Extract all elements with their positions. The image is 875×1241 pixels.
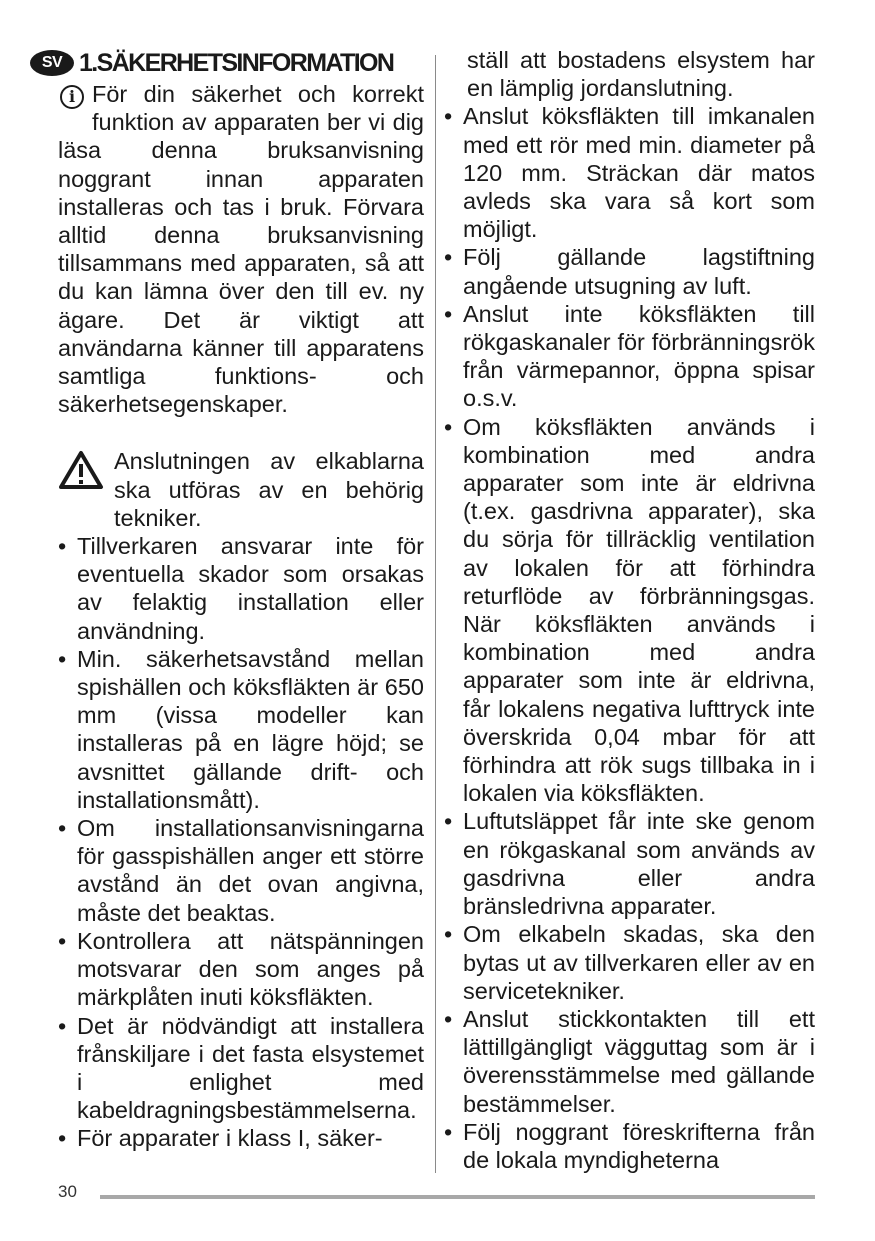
section-title: 1.SÄKERHETSINFORMATION [79,48,394,77]
list-item: • Anslut köksfläkten till imkanalen med ett rör med min. diameter på 120 mm. Sträckan där matos avleds ska vara så kort som möjligt. [444,102,815,243]
info-icon: i [60,85,84,109]
left-column [41,46,424,1153]
intro-paragraph [58,80,424,418]
list-item: • Min. säkerhetsavstånd mellan spishällen och köksfläkten är 650 mm (vissa modeller kan installeras på en lägre höjd; se avsnittet gällande drift- och installationsmått). [58,645,424,814]
footer-rule [100,1195,815,1199]
list-item: • Följ noggrant föreskrifterna från de lokala myndigheterna [444,1118,815,1174]
list-item-continuation: ställ att bostadens elsystem har en lämplig jordanslutning. [467,47,815,102]
list-item: • Det är nödvändigt att installera frånskiljare i det fasta elsystemet i enlighet med kabeldragningsbestämmelserna. [58,1012,424,1125]
list-item: • Luftutsläppet får inte ske genom en rökgaskanal som används av gasdrivna eller andra bränsledrivna apparater. [444,807,815,920]
column-divider [435,55,436,1173]
list-item: • För apparater i klass I, säker- [58,1124,424,1152]
list-item: • Om elkabeln skadas, ska den bytas ut av tillverkaren eller av en servicetekniker. [444,920,815,1005]
warning-icon [58,447,114,532]
list-item: • Följ gällande lagstiftning angående utsugning av luft. [444,243,815,299]
list-item: • Om köksfläkten används i kombination med andra apparater som inte är eldrivna (t.ex. gasdrivna apparater), ska du sörja för tillräcklig ventilation av lokalen för att förhindra returflöde av förbränningsgas. När köksfläkten används i kombination med andra apparater som inte är eldrivna, får lokalens negativa lufttryck inte överskrida 0,04 mbar för att förhindra att rök sugs tillbaka in i lokalen via köksfläkten. [444,413,815,808]
warning-block [58,447,424,532]
list-item: • Om installationsanvisningarna för gasspishällen anger ett större avstånd än det ovan angivna, måste det beaktas. [58,814,424,927]
list-item: • Tillverkaren ansvarar inte för eventuella skador som orsakas av felaktig installation eller användning. [58,532,424,645]
list-item: • Anslut stickkontakten till ett lättillgängligt vägguttag som är i överensstämmelse med gällande bestämmelser. [444,1005,815,1118]
page-number: 30 [58,1182,77,1201]
warning-text: Anslutningen av elkablarna ska utföras av en behörig tekniker. [114,448,424,531]
right-column [444,46,815,1174]
list-item: • Anslut inte köksfläkten till rökgaskanaler för förbränningsrök från värmepannor, öppna spisar o.s.v. [444,300,815,413]
right-bullet-list [444,46,815,1174]
intro-text: För din säkerhet och korrekt funktion av apparaten ber vi dig läsa denna bruksanvisning noggrant innan apparaten installeras och tas i bruk. Förvara alltid denna bruksanvisning tillsammans med apparaten, så att du kan lämna över den till ev. ny ägare. Det är viktigt att användarna känner till apparatens samtliga funktions- och säkerhetsegenskaper. [58,81,424,418]
left-bullet-list [58,532,424,1152]
section-heading [30,46,424,80]
list-item: • Kontrollera att nätspänningen motsvarar den som anges på märkplåten inuti köksfläkten. [58,927,424,1012]
language-badge: SV [30,50,74,76]
